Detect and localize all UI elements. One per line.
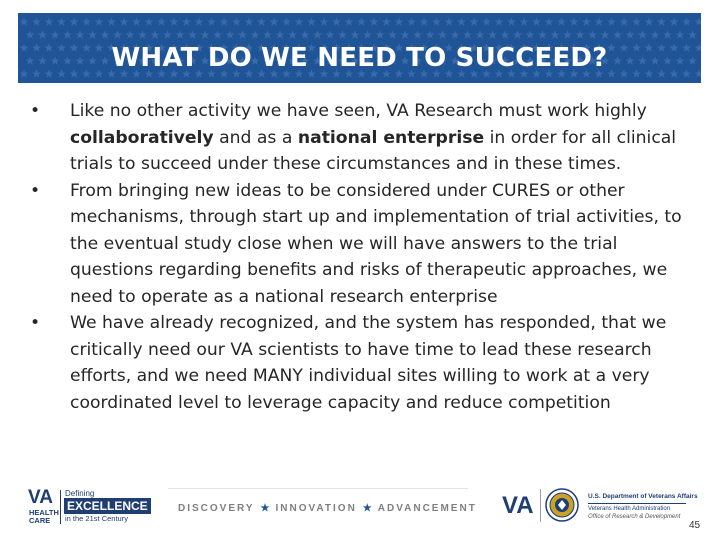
bullet-list bbox=[30, 98, 690, 416]
bullet-text: We have already recognized, and the system has responded, that we critically need our VA scientists to have time to lead these research efforts, and we need MANY individual sites willing to work at a very coordinated level to leverage capacity and reduce competition bbox=[70, 313, 667, 413]
bullet-dot: • bbox=[30, 180, 41, 201]
bullet-dot: • bbox=[30, 101, 41, 121]
bullet-text: in order for all clinical trials to succeed under these circumstances and in these times. bbox=[70, 127, 677, 174]
bullet-text-bold: national enterprise bbox=[297, 127, 485, 148]
bullet-dot: • bbox=[30, 313, 41, 333]
bullet-item bbox=[30, 98, 690, 178]
tagline-innovation: INNOVATION bbox=[275, 503, 357, 514]
vha-name: Veterans Health Administration bbox=[588, 506, 671, 512]
logo-excellence-text: EXCELLENCE bbox=[64, 498, 151, 514]
bullet-item bbox=[30, 178, 690, 311]
slide-title: WHAT DO WE NEED TO SUCCEED? bbox=[111, 43, 608, 73]
logo-va-text: VA bbox=[28, 487, 53, 508]
star-icon: ★ bbox=[260, 503, 270, 514]
va-logo: VA bbox=[502, 492, 534, 519]
ord-name: Office of Research & Development bbox=[588, 514, 681, 520]
va-seal-icon bbox=[545, 488, 579, 522]
bullet-text-bold: collaboratively bbox=[70, 127, 214, 148]
bullet-text: Like no other activity we have seen, VA Research must work highly bbox=[70, 101, 647, 121]
logo-divider bbox=[60, 490, 61, 524]
star-icon: ★ bbox=[362, 503, 372, 514]
title-banner bbox=[18, 13, 701, 83]
logo-separator bbox=[540, 489, 541, 522]
logo-century-text: in the 21st Century bbox=[65, 514, 128, 523]
dept-name: U.S. Department of Veterans Affairs bbox=[588, 493, 698, 500]
tagline-advancement: ADVANCEMENT bbox=[377, 503, 477, 514]
logo-defining-text: Defining bbox=[65, 489, 95, 498]
footer-tagline bbox=[178, 503, 477, 514]
page-number: 45 bbox=[689, 520, 701, 531]
bullet-text: From bringing new ideas to be considered under CURES or other mechanisms, through start up and implementation of trial activities, to the eventual study close when we will have answers to the trial questions regarding benefits and risks of therapeutic approaches, we need to operate as a national research enterprise bbox=[70, 180, 682, 307]
dept-underline bbox=[588, 503, 686, 504]
logo-health-care-text: HEALTH CARE bbox=[29, 508, 59, 525]
bullet-item bbox=[30, 310, 690, 416]
footer-divider bbox=[168, 488, 468, 489]
tagline-discovery: DISCOVERY bbox=[178, 503, 255, 514]
bullet-text: and as a bbox=[213, 127, 298, 148]
